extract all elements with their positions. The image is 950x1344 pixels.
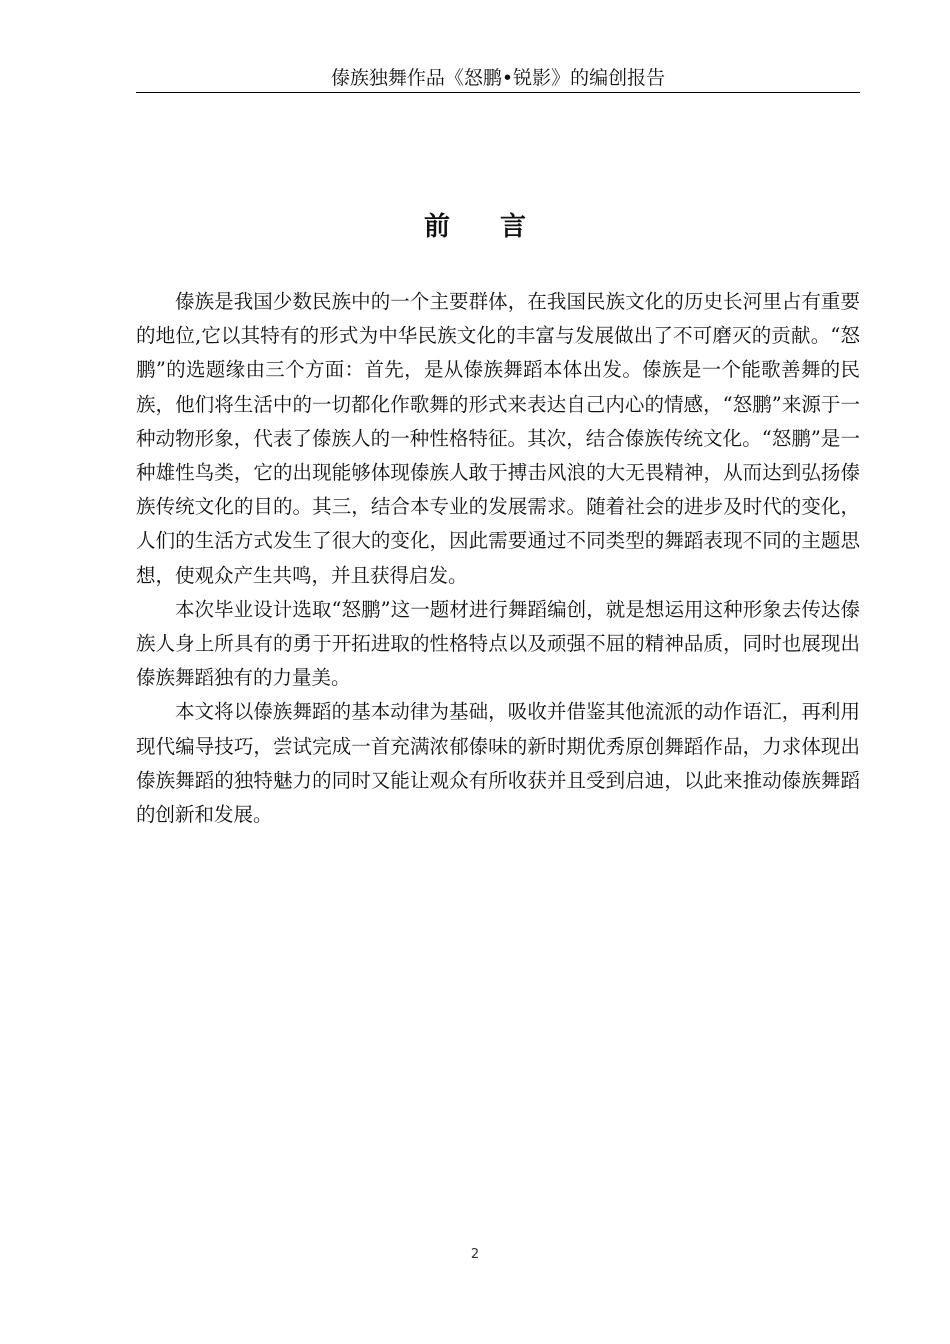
paragraph-3: 本文将以傣族舞蹈的基本动律为基础，吸收并借鉴其他流派的动作语汇，再利用现代编导技巧，尝试完成一首充满浓郁傣味的新时期优秀原创舞蹈作品，力求体现出傣族舞蹈的独特魅力的同时又能让观众有所收获并且受到启迪，以此来推动傣族舞蹈的创新和发展。 — [136, 700, 860, 827]
body-text — [136, 285, 860, 832]
paragraph-2: 本次毕业设计选取“怒鹏”这一题材进行舞蹈编创，就是想运用这种形象去传达傣族人身上所具有的勇于开拓进取的性格特点以及顽强不屈的精神品质，同时也展现出傣族舞蹈独有的力量美。 — [136, 597, 860, 690]
running-header: 傣族独舞作品《怒鹏•锐影》的编创报告 — [136, 64, 860, 93]
paragraph-1: 傣族是我国少数民族中的一个主要群体，在我国民族文化的历史长河里占有重要的地位,它以其特有的形式为中华民族文化的丰富与发展做出了不可磨灭的贡献。“怒鹏”的选题缘由三个方面：首先，是从傣族舞蹈本体出发。傣族是一个能歌善舞的民族，他们将生活中的一切都化作歌舞的形式来表达自己内心的情感，“怒鹏”来源于一种动物形象，代表了傣族人的一种性格特征。其次，结合傣族传统文化。“怒鹏”是一种雄性鸟类，它的出现能够体现傣族人敢于搏击风浪的大无畏精神，从而达到弘扬傣族传统文化的目的。其三，结合本专业的发展需求。随着社会的进步及时代的变化，人们的生活方式发生了很大的变化，因此需要通过不同类型的舞蹈表现不同的主题思想，使观众产生共鸣，并且获得启发。 — [136, 290, 860, 587]
section-title: 前言 — [423, 212, 576, 242]
page-number: 2 — [470, 1247, 480, 1262]
